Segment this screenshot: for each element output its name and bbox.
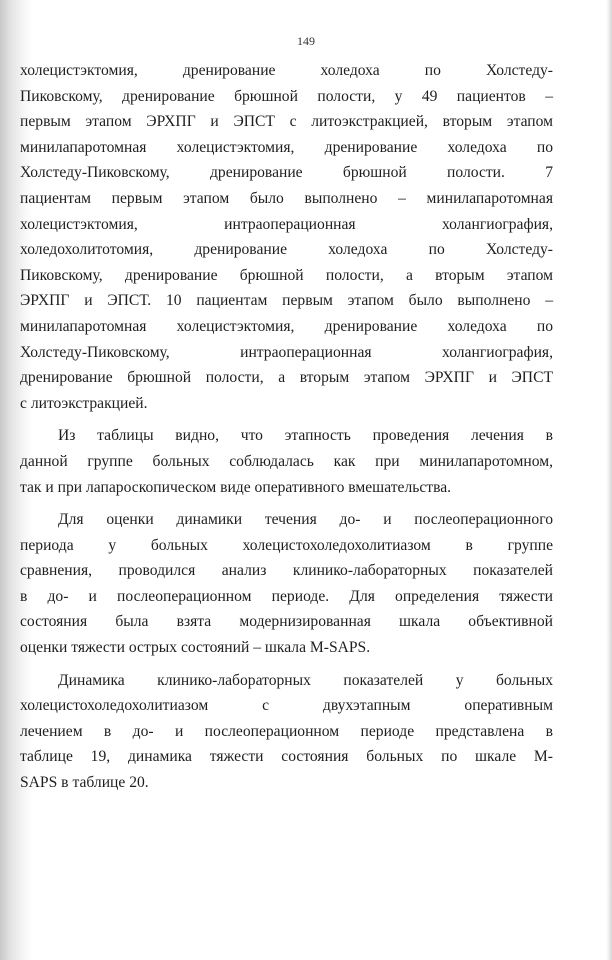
text-line: Холстеду-Пиковскому, дренирование брюшной полости. 7 [20,164,553,182]
text-line: данной группе больных соблюдалась как при минилапаротомном, [20,452,553,470]
text-line: Холстеду-Пиковскому, интраоперационная холангиография, [20,343,553,361]
text-line: дренирование брюшной полости, а вторым этапом ЭРХПГ и ЭПСТ [20,369,553,387]
text-line: таблице 19, динамика тяжести состояния больных по шкале M- [20,748,553,766]
text-line: холецистэктомия, дренирование холедоха по Холстеду- [20,62,553,79]
paragraph-1 [20,58,553,416]
text-line: лечением в до- и послеоперационном периоде представлена в [20,722,553,740]
text-line: периода у больных холецистохоледохолитиазом в группе [20,536,553,554]
text-line: так и при лапароскопическом виде оперативного вмешательства. [20,478,452,496]
paragraph-2 [20,423,553,500]
text-line: Из таблицы видно, что этапность проведения лечения в [58,427,553,445]
text-line: с литоэкстракцией. [20,394,148,412]
scan-edge-shadow-right [606,0,612,960]
text-line: холецистэктомия, интраоперационная холангиография, [20,215,553,233]
page-number: 149 [297,34,315,48]
text-line: первым этапом ЭРХПГ и ЭПСТ с литоэкстракцией, вторым этапом [20,113,553,131]
text-line: холедохолитотомия, дренирование холедоха по Холстеду- [20,241,553,259]
text-line: минилапаротомная холецистэктомия, дренирование холедоха по [20,138,553,156]
document-body [20,58,553,796]
paragraph-3 [20,507,553,661]
text-line: состояния была взята модернизированная шкала объективной [20,613,553,631]
text-line: Пиковскому, дренирование брюшной полости, у 49 пациентов – [20,87,553,105]
text-line: Динамика клинико-лабораторных показателей у больных [58,671,553,689]
text-line: ЭРХПГ и ЭПСТ. 10 пациентам первым этапом было выполнено – [20,292,553,310]
paragraph-4 [20,668,553,796]
text-line: оценки тяжести острых состояний – шкала M-SAPS. [20,639,371,657]
text-line: SAPS в таблице 20. [20,774,149,792]
text-line: холецистохоледохолитиазом с двухэтапным оперативным [20,697,553,715]
text-line: Пиковскому, дренирование брюшной полости, а вторым этапом [20,266,553,284]
text-line: пациентам первым этапом было выполнено – минилапаротомная [20,189,553,207]
text-line: сравнения, проводился анализ клинико-лабораторных показателей [20,562,553,580]
text-line: Для оценки динамики течения до- и послеоперационного [58,511,553,529]
text-line: в до- и послеоперационном периоде. Для определения тяжести [20,587,553,605]
text-line: минилапаротомная холецистэктомия, дренирование холедоха по [20,317,553,335]
